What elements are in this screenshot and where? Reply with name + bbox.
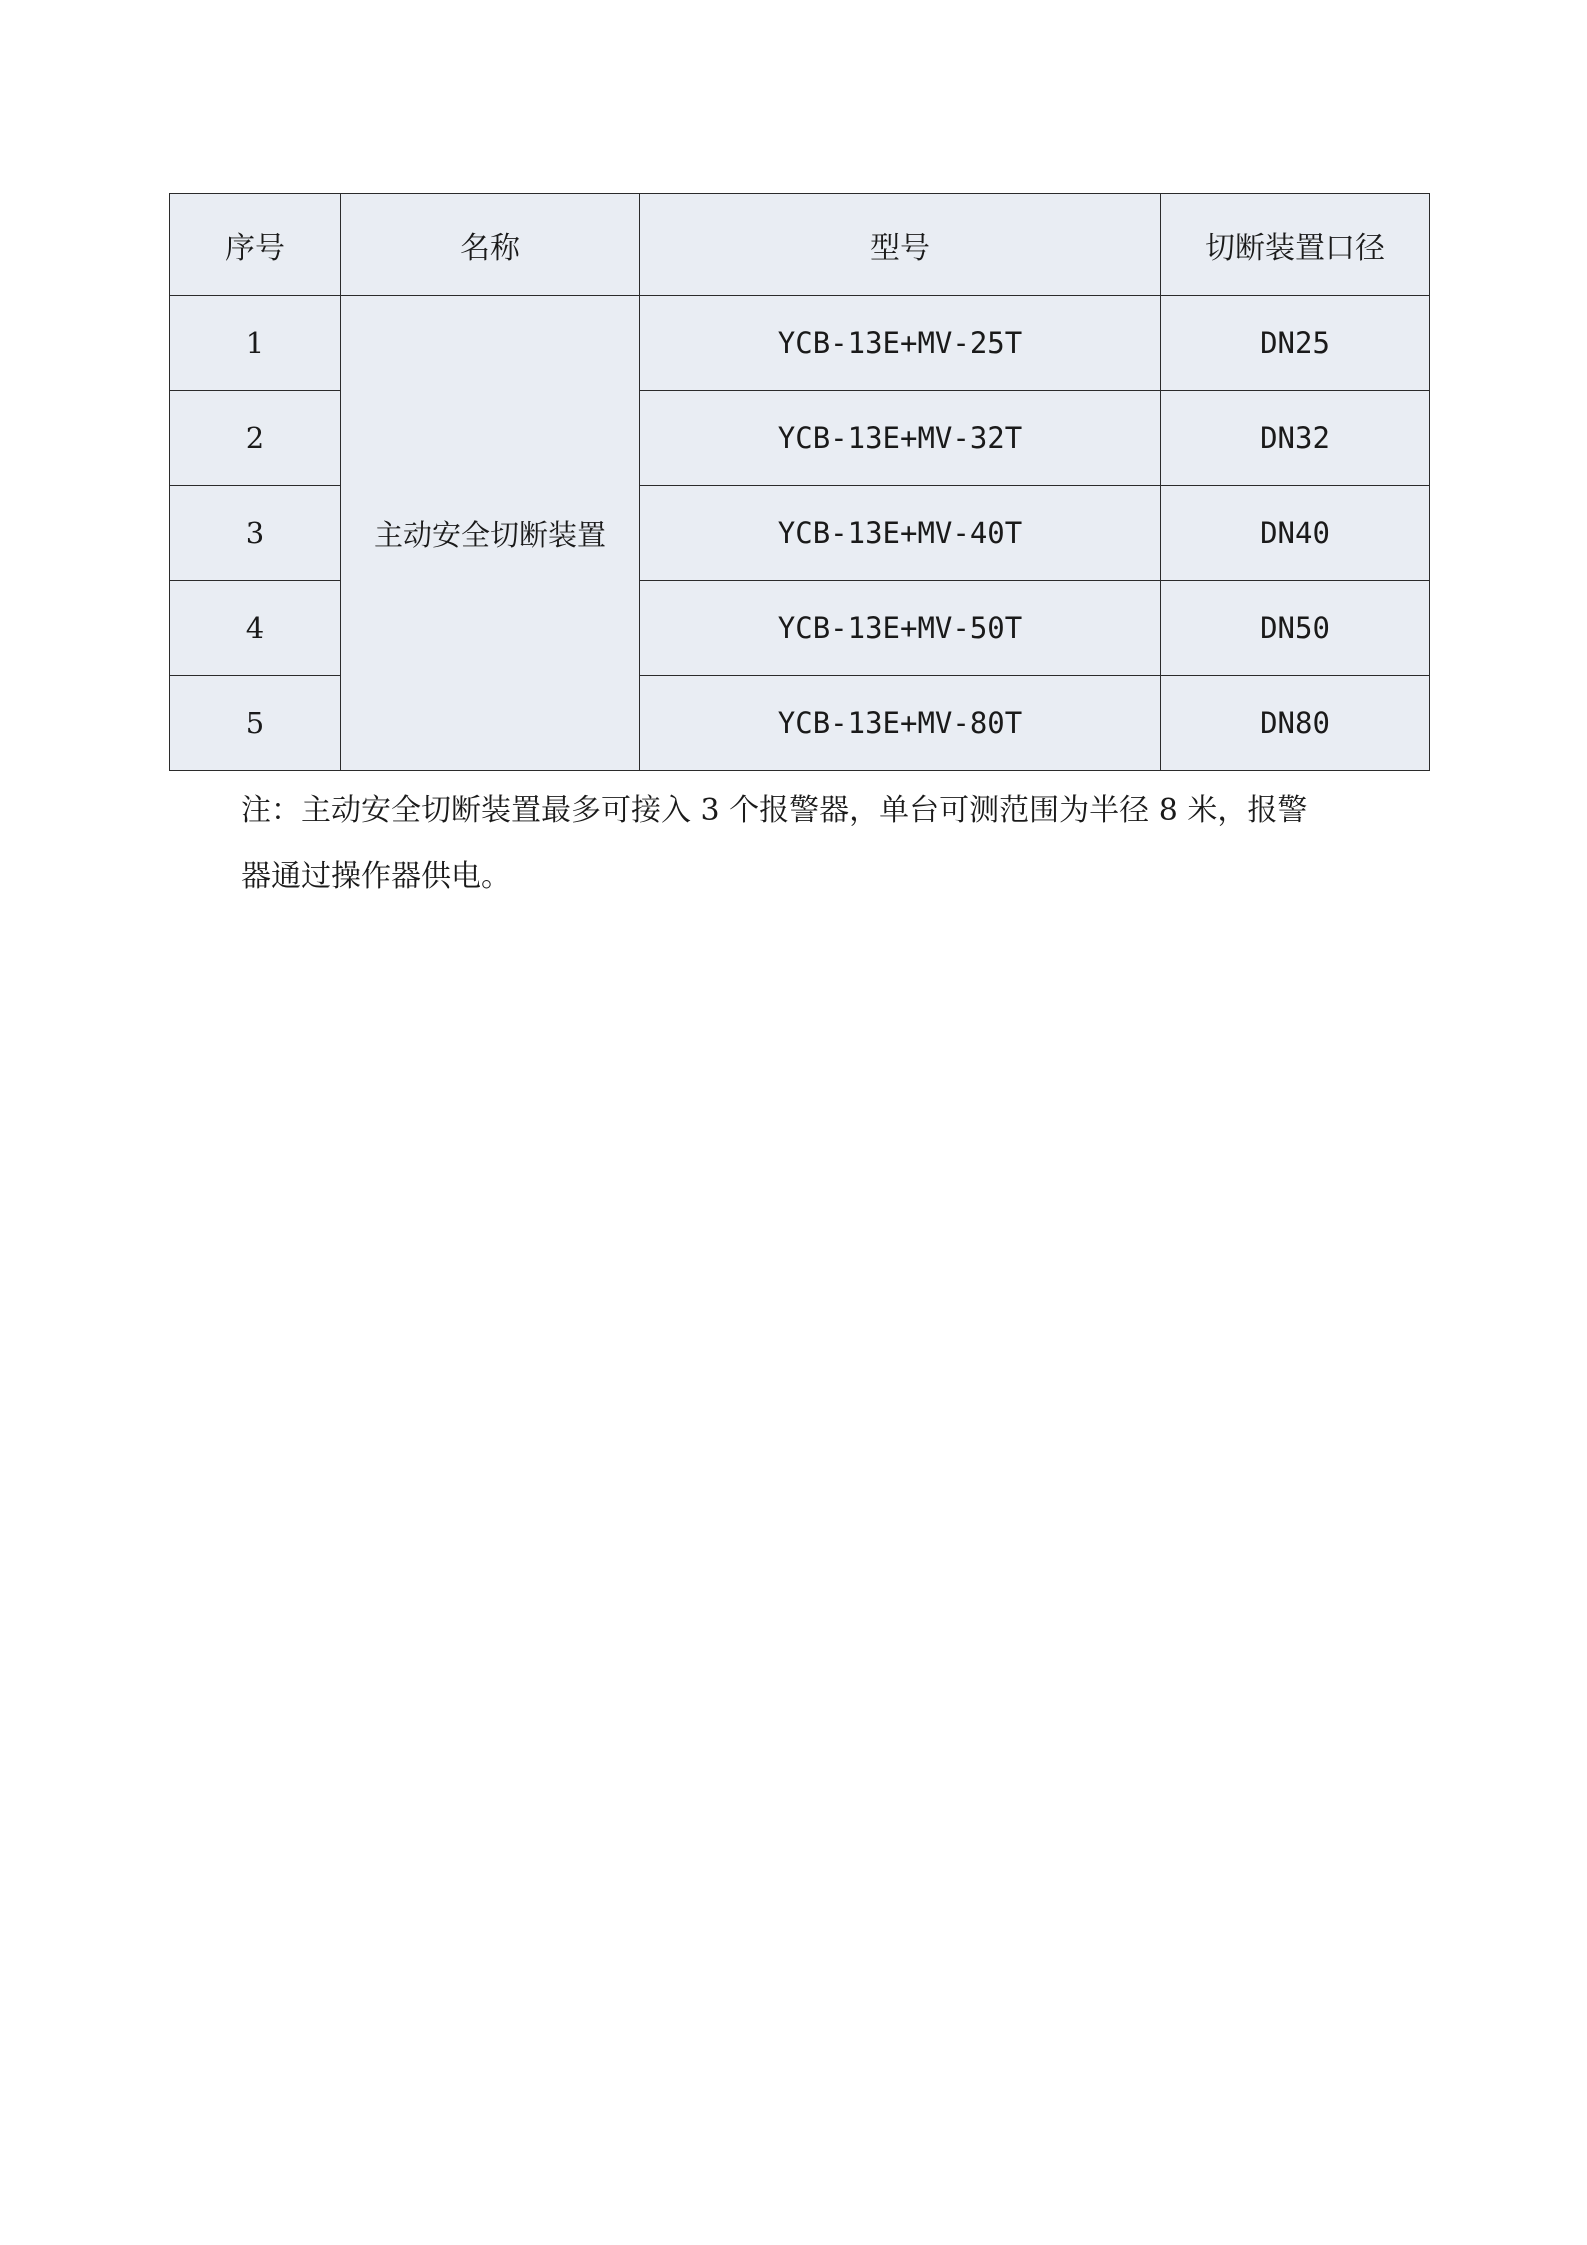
row-caliber: DN80 [1161, 676, 1430, 771]
row-caliber: DN40 [1161, 486, 1430, 581]
table-header-row [170, 194, 1430, 296]
row-model: YCB-13E+MV-25T [640, 296, 1161, 391]
note-line-1: 注：主动安全切断装置最多可接入 3 个报警器，单台可测范围为半径 8 米，报警 [241, 793, 1308, 828]
row-index: 1 [170, 296, 341, 391]
row-model: YCB-13E+MV-80T [640, 676, 1161, 771]
header-index: 序号 [170, 194, 341, 296]
device-spec-table [169, 193, 1430, 771]
row-caliber: DN32 [1161, 391, 1430, 486]
header-caliber: 切断装置口径 [1161, 194, 1430, 296]
table-note [241, 778, 1361, 910]
row-model: YCB-13E+MV-32T [640, 391, 1161, 486]
row-model: YCB-13E+MV-50T [640, 581, 1161, 676]
row-model: YCB-13E+MV-40T [640, 486, 1161, 581]
table-row [170, 296, 1430, 391]
row-caliber: DN50 [1161, 581, 1430, 676]
row-index: 4 [170, 581, 341, 676]
note-line-2: 器通过操作器供电。 [241, 859, 511, 894]
header-name: 名称 [341, 194, 640, 296]
row-index: 3 [170, 486, 341, 581]
row-index: 5 [170, 676, 341, 771]
header-model: 型号 [640, 194, 1161, 296]
device-name-cell: 主动安全切断装置 [341, 296, 640, 771]
row-index: 2 [170, 391, 341, 486]
row-caliber: DN25 [1161, 296, 1430, 391]
